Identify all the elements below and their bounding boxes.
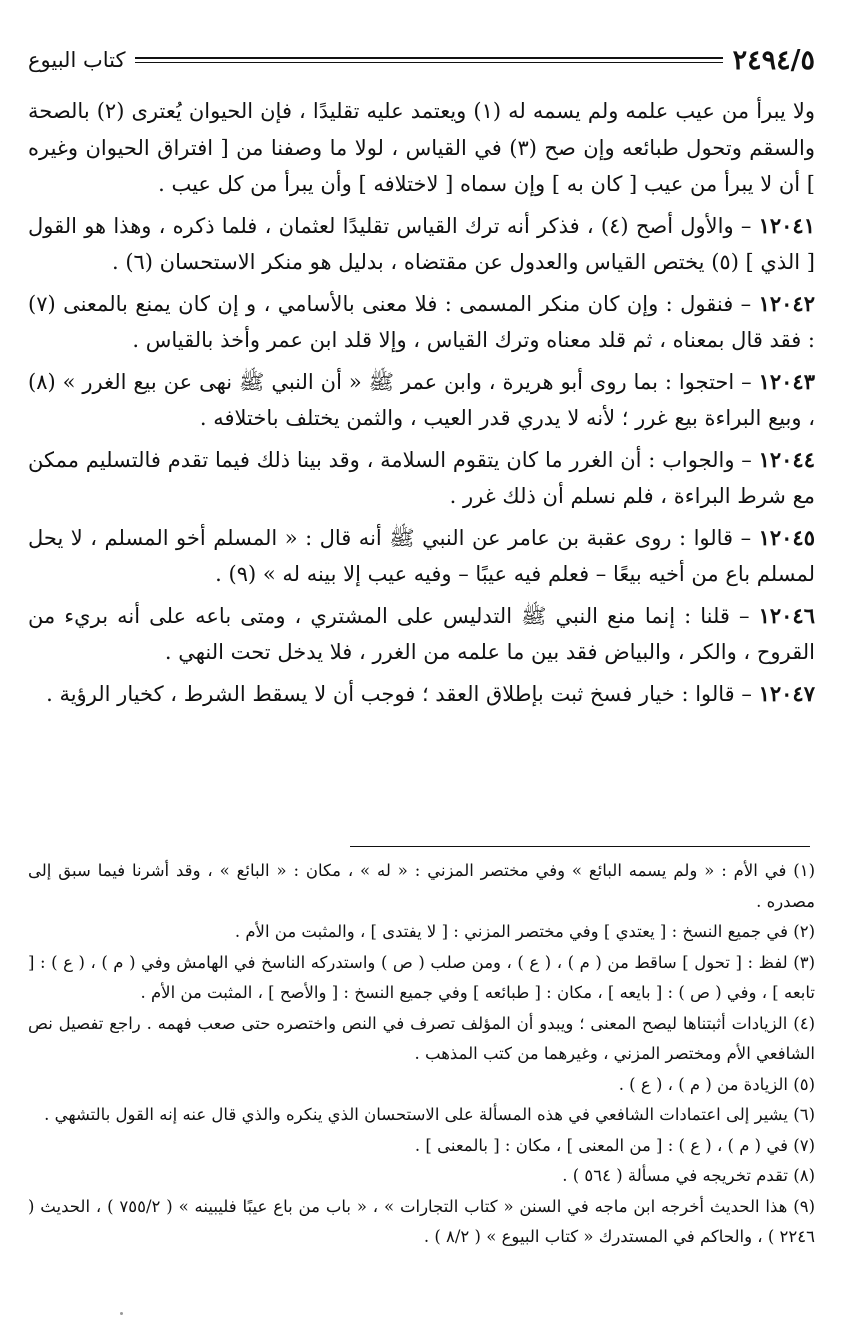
book-title: كتاب البيوع	[28, 48, 126, 72]
footnote: (٩) هذا الحديث أخرجه ابن ماجه في السنن « كتاب التجارات » ، « باب من باع عيبًا فليبينه » ( ٧٥٥/٢ ) ، الحديث ( ٢٢٤٦ ) ، والحاكم في المستدرك « كتاب البيوع » ( ٨/٢ ) .	[28, 1196, 815, 1246]
scan-speck	[120, 1312, 123, 1315]
paragraph-text: ولا يبرأ من عيب علمه ولم يسمه له (١) ويعتمد عليه تقليدًا ، فإن الحيوان يُعترى (٢) بالصحة والسقم وتحول طبائعه وإن صح (٣) في القياس ، لولا ما وصفنا من [ افتراق الحيوان وغيره ] أن لا يبرأ من عيب [ كان به ] وإن سماه [ لاختلافه ] وأن يبرأ من كل عيب .	[28, 99, 815, 196]
footnote: (٥) الزيادة من ( م ) ، ( ع ) .	[618, 1074, 815, 1094]
main-text	[28, 93, 815, 717]
footnote: (٤) الزيادات أثبتناها ليصح المعنى ؛ ويبدو أن المؤلف تصرف في النص واختصره حتى صعب فهمه . راجع تفصيل نص الشافعي الأم ومختصر المزني ، وغيرهما من كتب المذهب .	[28, 1013, 815, 1063]
paragraph-text: والجواب : أن الغرر ما كان يتقوم السلامة ، وقد بينا ذلك فيما تقدم فالتسليم ممكن مع شرط البراءة ، فلم نسلم أن ذلك غرر .	[28, 447, 815, 508]
paragraph: ١٢٠٤٦ – قلنا : إنما منع النبي ﷺ التدليس على المشتري ، ومتى باعه على أنه بريء من القروح ، والكر ، والبياض فقد بين ما علمه من الغرر ، فلا يدخل تحت النهي .	[28, 602, 815, 664]
footnote-divider	[350, 846, 810, 847]
page-number: ٢٤٩٤/٥	[732, 44, 815, 76]
issue-number: ١٢٠٤١	[758, 212, 815, 238]
paragraph	[28, 93, 815, 203]
footnote: (٦) يشير إلى اعتمادات الشافعي في هذه المسألة على الاستحسان الذي ينكره والذي قال عنه إنه القول بالتشهي .	[44, 1105, 815, 1124]
footnote: (٨) تقدم تخريجه في مسألة ( ٥٦٤ ) .	[562, 1166, 815, 1185]
paragraph-text: والأول أصح (٤) ، فذكر أنه ترك القياس تقليدًا لعثمان ، فلما ذكره ، وهذا هو القول [ الذي ] (٥) يختص القياس والعدول عن مقتضاه ، بدليل هو منكر الاستحسان (٦) .	[28, 213, 815, 274]
paragraph: ١٢٠٤١ – والأول أصح (٤) ، فذكر أنه ترك القياس تقليدًا لعثمان ، فلما ذكره ، وهذا هو القول [ الذي ] (٥) يختص القياس والعدول عن مقتضاه ، بدليل هو منكر الاستحسان (٦) .	[28, 212, 815, 274]
paragraph: ١٢٠٤٣ – احتجوا : بما روى أبو هريرة ، وابن عمر ﷺ « أن النبي ﷺ نهى عن بيع الغرر » (٨) ، وبيع البراءة بيع غرر ؛ لأنه لا يدري قدر العيب ، والثمن يختلف باختلافه .	[28, 368, 815, 430]
issue-number: ١٢٠٤٢	[758, 290, 815, 316]
footnote: (١) في الأم : « ولم يسمه البائع » وفي مختصر المزني : « له » ، مكان : « البائع » ، وقد أشرنا فيما سبق إلى مصدره .	[28, 861, 815, 911]
footnote: (٣) لفظ : [ تحول ] ساقط من ( م ) ، ( ع ) ، ومن صلب ( ص ) واستدركه الناسخ في الهامش وفي ( م ) ، ( ع ) : [ تابعه ] ، وفي ( ص ) : [ بايعه ] ، مكان : [ طبائعه ] وفي جميع النسخ : [ والأصح ] ، المثبت من الأم .	[28, 952, 815, 1002]
paragraph: ١٢٠٤٤ – والجواب : أن الغرر ما كان يتقوم السلامة ، وقد بينا ذلك فيما تقدم فالتسليم ممكن مع شرط البراءة ، فلم نسلم أن ذلك غرر .	[28, 446, 815, 508]
issue-number: ١٢٠٤٥	[758, 524, 815, 550]
issue-number: ١٢٠٤٣	[758, 368, 815, 394]
paragraph: ١٢٠٤٧ – قالوا : خيار فسخ ثبت بإطلاق العقد ؛ فوجب أن لا يسقط الشرط ، كخيار الرؤية .	[46, 680, 815, 706]
paragraph-text: فنقول : وإن كان منكر المسمى : فلا معنى بالأسامي ، و إن كان يمنع بالمعنى (٧) : فقد قال بمعناه ، ثم قلد معناه وترك القياس ، وإلا قلد ابن عمر وأخذ بالقياس .	[28, 291, 815, 352]
paragraph: ١٢٠٤٢ – فنقول : وإن كان منكر المسمى : فلا معنى بالأسامي ، و إن كان يمنع بالمعنى (٧) : فقد قال بمعناه ، ثم قلد معناه وترك القياس ، وإلا قلد ابن عمر وأخذ بالقياس .	[28, 290, 815, 352]
paragraph: ١٢٠٤٥ – قالوا : روى عقبة بن عامر عن النبي ﷺ أنه قال : « المسلم أخو المسلم ، لا يحل لمسلم باع من أخيه بيعًا – فعلم فيه عيبًا – وفيه عيب إلا بينه له » (٩) .	[28, 524, 815, 586]
paragraph-text: قلنا : إنما منع النبي ﷺ التدليس على المشتري ، ومتى باعه على أنه بريء من القروح ، والكر ، والبياض فقد بين ما علمه من الغرر ، فلا يدخل تحت النهي .	[28, 603, 815, 664]
paragraph-text: قالوا : روى عقبة بن عامر عن النبي ﷺ أنه قال : « المسلم أخو المسلم ، لا يحل لمسلم باع من أخيه بيعًا – فعلم فيه عيبًا – وفيه عيب إلا بينه له » (٩) .	[28, 525, 815, 586]
paragraph-text: احتجوا : بما روى أبو هريرة ، وابن عمر ﷺ « أن النبي ﷺ نهى عن بيع الغرر » (٨) ، وبيع البراءة بيع غرر ؛ لأنه لا يدري قدر العيب ، والثمن يختلف باختلافه .	[28, 369, 815, 430]
header-rule	[135, 57, 722, 63]
footnote: (٢) في جميع النسخ : [ يعتدي ] وفي مختصر المزني : [ لا يفتدى ] ، والمثبت من الأم .	[234, 922, 815, 941]
issue-number: ١٢٠٤٤	[758, 446, 815, 472]
paragraph-text: قالوا : خيار فسخ ثبت بإطلاق العقد ؛ فوجب أن لا يسقط الشرط ، كخيار الرؤية .	[46, 681, 735, 706]
running-header	[28, 40, 815, 80]
issue-number: ١٢٠٤٦	[758, 602, 815, 628]
footnotes	[28, 856, 815, 1253]
footnote: (٧) في ( م ) ، ( ع ) : [ من المعنى ] ، مكان : [ بالمعنى ] .	[414, 1135, 815, 1155]
issue-number: ١٢٠٤٧	[758, 680, 815, 706]
